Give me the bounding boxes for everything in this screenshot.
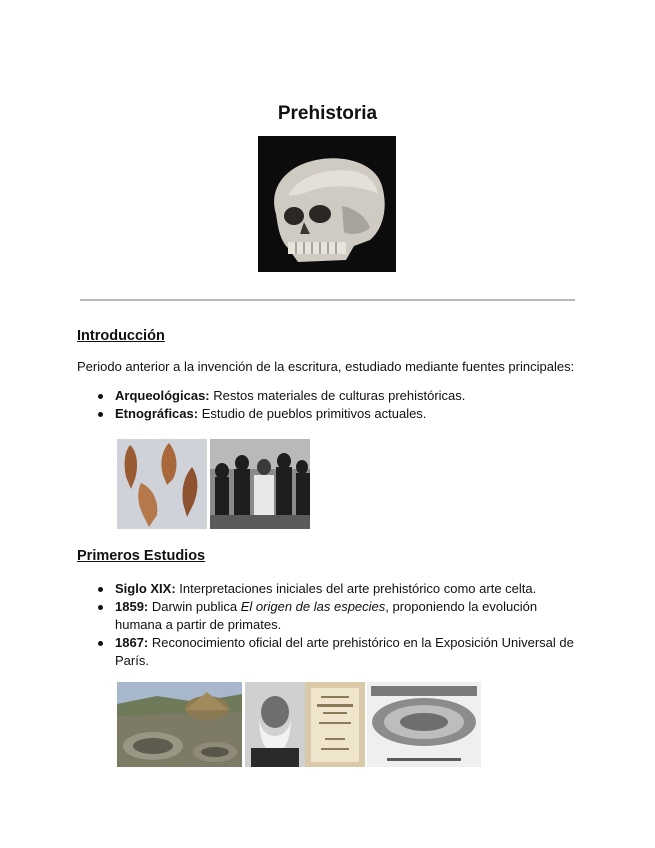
darwin-book-photo [245, 682, 365, 767]
intro-paragraph: Periodo anterior a la invención de la escritura, estudiado mediante fuentes principales: [77, 359, 575, 374]
studies-heading: Primeros Estudios [77, 548, 206, 564]
list-item: Siglo XIX: Interpretaciones iniciales del arte prehistórico como arte celta. [97, 580, 577, 598]
list-item: Arqueológicas: Restos materiales de culturas prehistóricas. [97, 387, 465, 405]
page-title: Prehistoria [277, 103, 378, 124]
intro-bullet-list [97, 387, 465, 423]
section-divider [80, 299, 575, 301]
settlement-photo [117, 682, 242, 767]
studies-bullet-list [97, 580, 577, 670]
intro-heading: Introducción [77, 328, 165, 344]
skull-photo [258, 136, 396, 272]
list-item: 1867: Reconocimiento oficial del arte prehistórico en la Exposición Universal de París. [97, 634, 577, 670]
list-item: Etnográficas: Estudio de pueblos primitivos actuales. [97, 405, 465, 423]
arrowheads-photo [117, 439, 207, 529]
tribe-photo [210, 439, 310, 529]
list-item: 1859: Darwin publica El origen de las especies, proponiendo la evolución humana a partir de primates. [97, 598, 577, 634]
exposition-engraving [367, 682, 481, 767]
